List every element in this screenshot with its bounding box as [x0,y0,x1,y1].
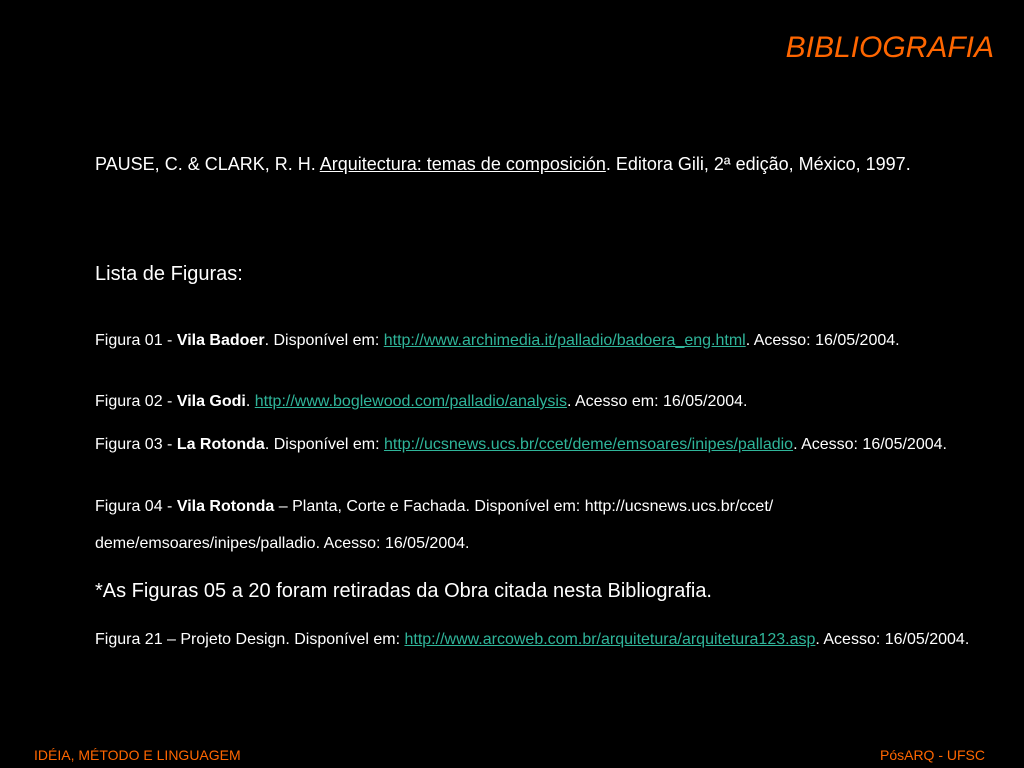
figure-entry-04 [95,496,1000,518]
figure-link[interactable]: http://www.arcoweb.com.br/arquitetura/arquitetura123.asp [404,631,816,648]
figures-note: *As Figuras 05 a 20 foram retiradas da Obra citada nesta Bibliografia. [95,580,712,602]
figure-entry-04-continuation: deme/emsoares/inipes/palladio. Acesso: 16/05/2004. [95,535,470,552]
figure-name: Vila Badoer [176,332,265,349]
figure-text: Figura 21 – Projeto Design. Disponível em: [95,631,405,648]
figure-text: . Disponível em: [264,436,384,453]
figure-name: Vila Rotonda [176,498,275,515]
figure-name: La Rotonda [176,436,265,453]
footer-course-title: IDÉIA, MÉTODO E LINGUAGEM [34,747,241,763]
figure-access-date: . Acesso: 16/05/2004. [745,332,900,349]
figure-prefix: Figura 01 - [95,332,177,349]
figure-prefix: Figura 02 - [95,393,177,410]
figure-list-heading: Lista de Figuras: [95,263,243,285]
figure-entry-02 [95,392,1000,412]
figure-name: Vila Godi [176,393,246,410]
figure-prefix: Figura 03 - [95,436,177,453]
figure-entry-03 [95,433,1000,457]
figure-text: – Planta, Corte e Fachada. Disponível em: http://ucsnews.ucs.br/ccet/ [274,498,774,515]
figure-entry-01 [95,331,1000,350]
bibliography-reference [95,150,955,179]
slide-title: BIBLIOGRAFIA [785,31,994,64]
reference-work-title: Arquitectura: temas de composición [319,154,606,174]
figure-link[interactable]: http://www.boglewood.com/palladio/analysis [254,393,567,410]
figure-entry-21 [95,628,1000,652]
figure-prefix: Figura 04 - [95,498,177,515]
figure-text: . [245,393,255,410]
reference-details: . Editora Gili, 2ª edição, México, 1997. [605,154,911,174]
figure-text: . Disponível em: [264,332,384,349]
figure-access-date: . Acesso em: 16/05/2004. [566,393,748,410]
figure-link[interactable]: http://ucsnews.ucs.br/ccet/deme/emsoares/inipes/palladio [383,436,794,453]
figure-access-date: . Acesso: 16/05/2004. [793,436,947,453]
figure-access-date: . Acesso: 16/05/2004. [815,631,970,648]
footer-institution: PósARQ - UFSC [879,747,985,763]
reference-authors: PAUSE, C. & CLARK, R. H. [95,154,320,174]
figure-link[interactable]: http://www.archimedia.it/palladio/badoera_eng.html [383,332,746,349]
